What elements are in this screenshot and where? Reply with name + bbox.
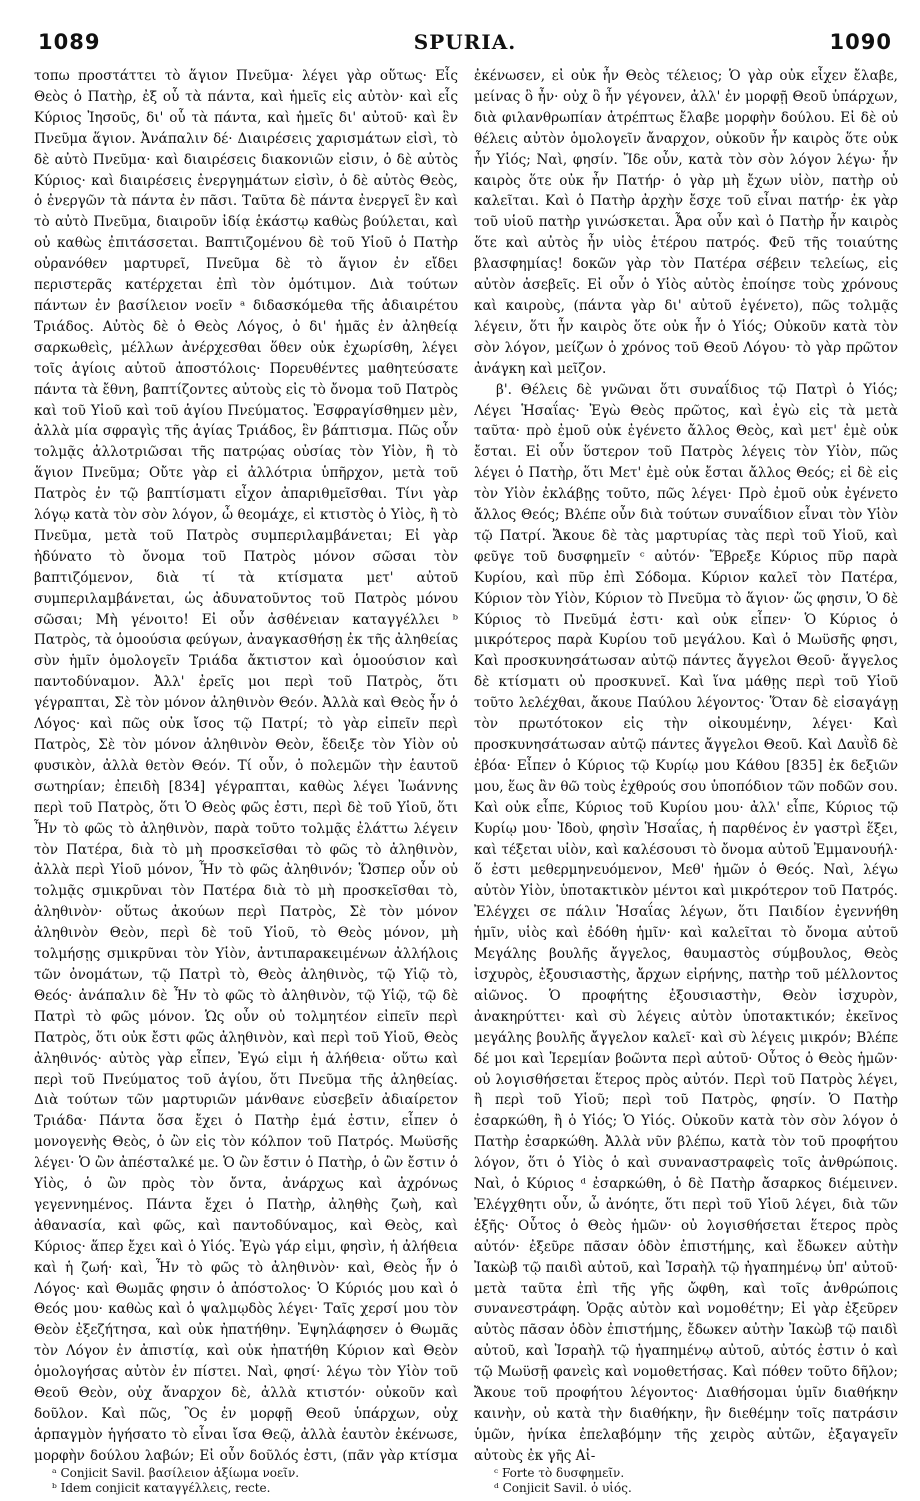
running-title: SPURIA. <box>413 30 517 54</box>
left-column <box>34 66 458 1466</box>
footnote: ᶜ Forte τὸ δυσφημεῖν. <box>494 1466 625 1480</box>
right-page-number: 1090 <box>829 30 892 54</box>
left-footnotes <box>52 1466 476 1496</box>
page-header <box>38 30 892 60</box>
footnote: ᵈ Conjicit Savil. ὁ υἱός. <box>494 1481 632 1495</box>
paragraph: β'. Θέλεις δὲ γνῶναι ὅτι συναΐδιος τῷ Πατρὶ ὁ Υἱός; Λέγει Ἡσαΐας· Ἐγὼ Θεὸς πρῶτος, καὶ ἐγὼ εἰς τὰ μετὰ ταῦτα· πρὸ ἐμοῦ οὐκ ἐγένετο ἄλλος Θεὸς, καὶ μετ' ἐμὲ οὐκ ἔσται. Εἰ οὖν ὕστερον τοῦ Πατρὸς λέγεις τὸν Υἱὸν, πῶς λέγει ὁ Πατὴρ, ὅτι Μετ' ἐμὲ οὐκ ἔσται ἄλλος Θεός; εἰ δὲ εἰς τὸν Υἱὸν ἐκλάβῃς τοῦτο, πῶς λέγει· Πρὸ ἐμοῦ οὐκ ἐγένετο ἄλλος Θεός; Βλέπε οὖν διὰ τούτων συναΐδιον εἶναι τὸν Υἱὸν τῷ Πατρί. Ἄκουε δὲ τὰς μαρτυρίας τὰς περὶ τοῦ Υἱοῦ, καὶ φεῦγε τοῦ δυσφημεῖν ᶜ αὐτόν· Ἔβρεξε Κύριος πῦρ παρὰ Κυρίου, καὶ πῦρ ἐπὶ Σόδομα. Κύριον καλεῖ τὸν Πατέρα, Κύριον τὸν Υἱὸν, Κύριον τὸ Πνεῦμα τὸ ἅγιον· ὥς φησιν, Ὁ δὲ Κύριος τὸ Πνεῦμά ἐστι· καὶ οὐκ εἶπεν· Ὁ Κύριος ὁ μικρότερος παρὰ Κυρίου τοῦ μεγάλου. Καὶ ὁ Μωϋσῆς φησι, Καὶ προσκυνησάτωσαν αὐτῷ πάντες ἄγγελοι Θεοῦ· ἄγγελος δὲ κτίσματι οὐ προσκυνεῖ. Καὶ ἵνα μάθῃς περὶ τοῦ Υἱοῦ τοῦτο λελέχθαι, ἄκουε Παύλου λέγοντος· Ὅταν δὲ εἰσαγάγῃ τὸν πρωτότοκον εἰς τὴν οἰκουμένην, λέγει· Καὶ προσκυνησάτωσαν αὐτῷ πάντες ἄγγελοι Θεοῦ. Καὶ Δαυῒδ δὲ ἐβόα· Εἶπεν ὁ Κύριος τῷ Κυρίῳ μου Κάθου [835] ἐκ δεξιῶν μου, ἕως ἂν θῶ τοὺς ἐχθρούς σου ὑποπόδιον τῶν ποδῶν σου. Καὶ οὐκ εἶπε, Κύριος τοῦ Κυρίου μου· ἀλλ' εἶπε, Κύριος τῷ Κυρίῳ μου· Ἰδοὺ, φησὶν Ἡσαΐας, ἡ παρθένος ἐν γαστρὶ ἕξει, καὶ τέξεται υἱὸν, καὶ καλέσουσι τὸ ὄνομα αὐτοῦ Ἐμμανουήλ· ὅ ἐστι μεθερμηνευόμενον, Μεθ' ἡμῶν ὁ Θεός. Ναὶ, λέγω αὐτὸν Υἱὸν, ὑποτακτικὸν μέντοι καὶ μικρότερον τοῦ Πατρός. Ἐλέγχει σε πάλιν Ἡσαΐας λέγων, ὅτι Παιδίον ἐγεννήθη ἡμῖν, υἱὸς καὶ ἐδόθη ἡμῖν· καὶ καλεῖται τὸ ὄνομα αὐτοῦ Μεγάλης βουλῆς ἄγγελος, θαυμαστὸς σύμβουλος, Θεὸς ἰσχυρὸς, ἐξουσιαστὴς, ἄρχων εἰρήνης, πατὴρ τοῦ μέλλοντος αἰῶνος. Ὁ προφήτης ἐξουσιαστὴν, Θεὸν ἰσχυρὸν, ἀνακηρύττει· καὶ σὺ λέγεις αὐτὸν ὑποτακτικόν; ἐκεῖνος μεγάλης βουλῆς ἄγγελον καλεῖ· καὶ σὺ λέγεις μικρόν; Βλέπε δέ μοι καὶ Ἱερεμίαν βοῶντα περὶ αὐτοῦ· Οὗτος ὁ Θεὸς ἡμῶν· οὐ λογισθήσεται ἕτερος πρὸς αὐτόν. Περὶ τοῦ Πατρὸς λέγει, ἢ περὶ τοῦ Υἱοῦ; περὶ τοῦ Πατρὸς, φησίν. Ὁ Πατὴρ ἐσαρκώθη, ἢ ὁ Υἱός; Ὁ Υἱός. Οὐκοῦν κατὰ τὸν σὸν λόγον ὁ Πατὴρ ἐσαρκώθη. Ἀλλὰ νῦν βλέπω, κατὰ τὸν τοῦ προφήτου λόγον, ὅτι ὁ Υἱὸς ὁ καὶ συναναστραφεὶς τοῖς ἀνθρώποις. Ναὶ, ὁ Κύριος ᵈ ἐσαρκώθη, ὁ δὲ Πατὴρ ἄσαρκος διέμεινεν. Ἐλέγχθητι οὖν, ὦ ἀνόητε, ὅτι περὶ τοῦ Υἱοῦ λέγει, διὰ τῶν ἑξῆς· Οὗτος ὁ Θεὸς ἡμῶν· οὐ λογισθήσεται ἕτερος πρὸς αὐτόν· ἐξεῦρε πᾶσαν ὁδὸν ἐπιστήμης, καὶ ἔδωκεν αὐτὴν Ἰακὼβ τῷ παιδὶ αὐτοῦ, καὶ Ἰσραὴλ τῷ ἠγαπημένῳ ὑπ' αὐτοῦ· μετὰ ταῦτα ἐπὶ τῆς γῆς ὤφθη, καὶ τοῖς ἀνθρώποις συνανεστράφη. Ὁρᾷς αὐτὸν καὶ νομοθέτην; Εἰ γὰρ ἐξεῦρεν αὐτὸς πᾶσαν ὁδὸν ἐπιστήμης, ἔδωκεν αὐτὴν Ἰακὼβ τῷ παιδὶ αὐτοῦ, καὶ Ἰσραὴλ τῷ ἠγαπημένῳ αὐτοῦ, αὐτός ἐστιν ὁ καὶ τῷ Μωϋσῇ φανεὶς καὶ νομοθετήσας. Καὶ πόθεν τοῦτο δῆλον; Ἄκουε τοῦ προφήτου λέγοντος· Διαθήσομαι ὑμῖν διαθήκην καινὴν, οὐ κατὰ τὴν διαθήκην, ἣν διεθέμην τοῖς πατράσιν ὑμῶν, ἡνίκα ἐπελαβόμην τῆς χειρὸς αὐτῶν, ἐξαγαγεῖν αὐτοὺς ἐκ γῆς Αἰ- <box>474 381 898 1464</box>
right-column <box>474 66 898 1466</box>
footnote: ᵃ Conjicit Savil. βασίλειον ἀξίωμα νοεῖν. <box>52 1466 300 1480</box>
left-page-number: 1089 <box>38 30 101 54</box>
footnote: ᵇ Idem conjicit καταγγέλλεις, recte. <box>52 1481 271 1495</box>
paragraph: τοπω προστάττει τὸ ἅγιον Πνεῦμα· λέγει γὰρ οὕτως· Εἷς Θεὸς ὁ Πατὴρ, ἐξ οὗ τὰ πάντα, καὶ ἡμεῖς εἰς αὐτὸν· καὶ εἷς Κύριος Ἰησοῦς, δι' οὗ τὰ πάντα, καὶ ἡμεῖς δι' αὐτοῦ· καὶ ἓν Πνεῦμα ἅγιον. Ἀνάπαλιν δέ· Διαιρέσεις χαρισμάτων εἰσὶ, τὸ δὲ αὐτὸ Πνεῦμα· καὶ διαιρέσεις διακονιῶν εἰσιν, ὁ δὲ αὐτὸς Κύριος· καὶ διαιρέσεις ἐνεργημάτων εἰσὶν, ὁ δὲ αὐτὸς Θεὸς, ὁ ἐνεργῶν τὰ πάντα ἐν πᾶσι. Ταῦτα δὲ πάντα ἐνεργεῖ ἓν καὶ τὸ αὐτὸ Πνεῦμα, διαιροῦν ἰδίᾳ ἑκάστῳ καθὼς βούλεται, καὶ οὐ καθὼς ἐπιτάσσεται. Βαπτιζομένου δὲ τοῦ Υἱοῦ ὁ Πατὴρ οὐρανόθεν μαρτυρεῖ, Πνεῦμα δὲ τὸ ἅγιον ἐν εἴδει περιστερᾶς κατέρχεται ἐπὶ τὸν ὁμότιμον. Διὰ τούτων πάντων ἐν βασίλειον νοεῖν ᵃ διδασκόμεθα τῆς ἀδιαιρέτου Τριάδος. Αὐτὸς δὲ ὁ Θεὸς Λόγος, ὁ δι' ἡμᾶς ἐν ἀληθείᾳ σαρκωθεὶς, μέλλων ἀνέρχεσθαι ὅθεν οὐκ ἐχωρίσθη, λέγει τοῖς ἁγίοις αὐτοῦ ἀποστόλοις· Πορευθέντες μαθητεύσατε πάντα τὰ ἔθνη, βαπτίζοντες αὐτοὺς εἰς τὸ ὄνομα τοῦ Πατρὸς καὶ τοῦ Υἱοῦ καὶ τοῦ ἁγίου Πνεύματος. Ἐσφραγίσθημεν μὲν, ἀλλὰ μία σφραγὶς τῆς ἁγίας Τριάδος, ἓν βάπτισμα. Πῶς οὖν τολμᾷς ἀλλοτριῶσαι τῆς πατρῴας οὐσίας τὸν Υἱὸν, ἢ τὸ ἅγιον Πνεῦμα; Οὔτε γὰρ εἰ ἀλλότρια ὑπῆρχον, μετὰ τοῦ Πατρὸς ἐν τῷ βαπτίσματι εἶχον ἀπαριθμεῖσθαι. Τίνι γὰρ λόγῳ κατὰ τὸν σὸν λόγον, ὦ θεομάχε, εἰ κτιστὸς ὁ Υἱὸς, ἢ τὸ Πνεῦμα, μετὰ τοῦ Πατρὸς συμπεριλαμβάνεται; Εἰ γὰρ ἠδύνατο τὸ ὄνομα τοῦ Πατρὸς μόνον σῶσαι τὸν βαπτιζόμενον, διὰ τί τὰ κτίσματα μετ' αὐτοῦ συμπεριλαμβάνεται, ὡς ἀδυνατοῦντος τοῦ Πατρὸς μόνου σῶσαι; Μὴ γένοιτο! Εἰ οὖν ἀσθένειαν καταγγέλλει ᵇ Πατρὸς, τὰ ὁμοούσια φεύγων, ἀναγκασθήσῃ ἐκ τῆς ἀληθείας σὺν ἡμῖν ὁμολογεῖν Τριάδα ἄκτιστον καὶ ὁμοούσιον καὶ παντοδύναμον. Ἀλλ' ἐρεῖς μοι περὶ τοῦ Πατρὸς, ὅτι γέγραπται, Σὲ τὸν μόνον ἀληθινὸν Θεόν. Ἀλλὰ καὶ Θεὸς ἦν ὁ Λόγος· καὶ πῶς οὐκ ἴσος τῷ Πατρί; τὸ γὰρ εἰπεῖν περὶ Πατρὸς, Σὲ τὸν μόνον ἀληθινὸν Θεὸν, ἔδειξε τὸν Υἱὸν οὐ φυσικὸν, ἀλλὰ θετὸν Θεόν. Τί οὖν, ὁ πολεμῶν τὴν ἑαυτοῦ σωτηρίαν; ἐπειδὴ [834] γέγραπται, καθὼς λέγει Ἰωάννης περὶ τοῦ Πατρὸς, ὅτι Ὁ Θεὸς φῶς ἐστι, περὶ δὲ τοῦ Υἱοῦ, ὅτι Ἦν τὸ φῶς τὸ ἀληθινὸν, παρὰ τοῦτο τολμᾷς ἐλάττω λέγειν τὸν Πατέρα, διὰ τὸ μὴ προσκεῖσθαι τὸ φῶς τὸ ἀληθινὸν, ἀλλὰ περὶ Υἱοῦ μόνον, Ἦν τὸ φῶς ἀληθινόν; Ὥσπερ οὖν οὐ τολμᾷς σμικρῦναι τὸν Πατέρα διὰ τὸ μὴ προσκεῖσθαι τὸ, ἀληθινὸν· οὕτως ἀκούων περὶ Πατρὸς, Σὲ τὸν μόνον ἀληθινὸν Θεὸν, περὶ δὲ τοῦ Υἱοῦ, τὸ Θεὸς μόνον, μὴ τολμήσῃς σμικρῦναι τὸν Υἱὸν, ἀντιπαρακειμένων ἀλλήλοις τῶν ὀνομάτων, τῷ Πατρὶ τὸ, Θεὸς ἀληθινὸς, τῷ Υἱῷ τὸ, Θεός· ἀνάπαλιν δὲ Ἦν τὸ φῶς τὸ ἀληθινὸν, τῷ Υἱῷ, τῷ δὲ Πατρὶ τὸ φῶς μόνον. Ὡς οὖν οὐ τολμητέον εἰπεῖν περὶ Πατρὸς, ὅτι οὐκ ἔστι φῶς ἀληθινὸν, καὶ περὶ τοῦ Υἱοῦ, Θεὸς ἀληθινός· αὐτὸς γὰρ εἶπεν, Ἐγώ εἰμι ἡ ἀλήθεια· οὕτω καὶ περὶ τοῦ Πνεύματος τοῦ ἁγίου, ὅτι Πνεῦμα τῆς ἀληθείας. Διὰ τούτων τῶν μαρτυριῶν μάνθανε εὐσεβεῖν ἀδιαίρετον Τριάδα· Πάντα ὅσα ἔχει ὁ Πατὴρ ἐμά ἐστιν, εἶπεν ὁ μονογενὴς Θεὸς, ὁ ὢν εἰς τὸν κόλπον τοῦ Πατρός. Μωϋσῆς λέγει· Ὁ ὢν ἀπέσταλκέ με. Ὁ ὢν ἔστιν ὁ Πατὴρ, ὁ ὢν ἔστιν ὁ Υἱὸς, ὁ ὢν πρὸς τὸν ὄντα, ἀνάρχως καὶ ἀχρόνως γεγεννημένος. Πάντα ἔχει ὁ Πατὴρ, ἀληθὴς ζωὴ, καὶ ἀθανασία, καὶ φῶς, καὶ παντοδύναμος, καὶ Θεὸς, καὶ Κύριος· ἅπερ ἔχει καὶ ὁ Υἱός. Ἐγὼ γάρ εἰμι, φησὶν, ἡ ἀλήθεια καὶ ἡ ζωή· καὶ, Ἦν τὸ φῶς τὸ ἀληθινὸν· καὶ, Θεὸς ἦν ὁ Λόγος· καὶ Θωμᾶς φησιν ὁ ἀπόστολος· Ὁ Κύριός μου καὶ ὁ Θεός μου· καθὼς καὶ ὁ ψαλμῳδὸς λέγει· Ταῖς χερσί μου τὸν Θεὸν ἐξεζήτησα, καὶ οὐκ ἠπατήθην. Ἐψηλάφησεν ὁ Θωμᾶς τὸν Λόγον ἐν ἀπιστίᾳ, καὶ οὐκ ἠπατήθη Κύριον καὶ Θεὸν ὁμολογήσας αὐτὸν ἐν πίστει. Ναὶ, φησί· λέγω τὸν Υἱὸν τοῦ Θεοῦ Θεὸν, οὐχ ἄναρχον δὲ, ἀλλὰ κτιστόν· οὐκοῦν καὶ δοῦλον. Καὶ πῶς, Ὃς ἐν μορφῇ Θεοῦ ὑπάρχων, οὐχ ἁρπαγμὸν ἡγήσατο τὸ εἶναι ἴσα Θεῷ, ἀλλὰ ἑαυτὸν ἐκένωσε, μορφὴν δούλου λαβών; Εἰ οὖν δοῦλός ἐστι, (πᾶν γὰρ κτίσμα <box>34 68 458 1464</box>
right-footnotes <box>494 1466 918 1496</box>
paragraph: ἐκένωσεν, εἰ οὐκ ἦν Θεὸς τέλειος; Ὁ γὰρ οὐκ εἶχεν ἔλαβε, μείνας ὃ ἦν· οὐχ ὃ ἦν γέγονεν, ἀλλ' ἐν μορφῇ Θεοῦ ὑπάρχων, διὰ φιλανθρωπίαν ἀτρέπτως ἔλαβε μορφὴν δούλου. Εἰ δὲ οὐ θέλεις αὐτὸν ὁμολογεῖν ἄναρχον, οὐκοῦν ἦν καιρὸς ὅτε οὐκ ἦν Υἱός; Ναὶ, φησίν. Ἴδε οὖν, κατὰ τὸν σὸν λόγον λέγω· ἦν καιρὸς ὅτε οὐκ ἦν Πατήρ· ὁ γὰρ μὴ ἔχων υἱὸν, πατὴρ οὐ καλεῖται. Καὶ ὁ Πατὴρ ἀρχὴν ἔσχε τοῦ εἶναι πατήρ· ἐκ γὰρ τοῦ υἱοῦ πατὴρ γινώσκεται. Ἆρα οὖν καὶ ὁ Πατὴρ ἦν καιρὸς ὅτε καὶ αὐτὸς ἦν υἱὸς ἑτέρου πατρός. Φεῦ τῆς τοιαύτης βλασφημίας! δοκῶν γὰρ τὸν Πατέρα σέβειν τελείως, εἰς αὐτὸν ἀσεβεῖς. Εἰ οὖν ὁ Υἱὸς αὐτὸς ἐποίησε τοὺς χρόνους καὶ καιροὺς, (πάντα γὰρ δι' αὐτοῦ ἐγένετο), πῶς τολμᾷς λέγειν, ὅτι ἦν καιρὸς ὅτε οὐκ ἦν ὁ Υἱός; Οὐκοῦν κατὰ τὸν σὸν λόγον, μείζων ὁ χρόνος τοῦ Θεοῦ Λόγου· τὸ γὰρ πρῶτον ἀνάγκη καὶ μεῖζον. <box>474 68 898 377</box>
